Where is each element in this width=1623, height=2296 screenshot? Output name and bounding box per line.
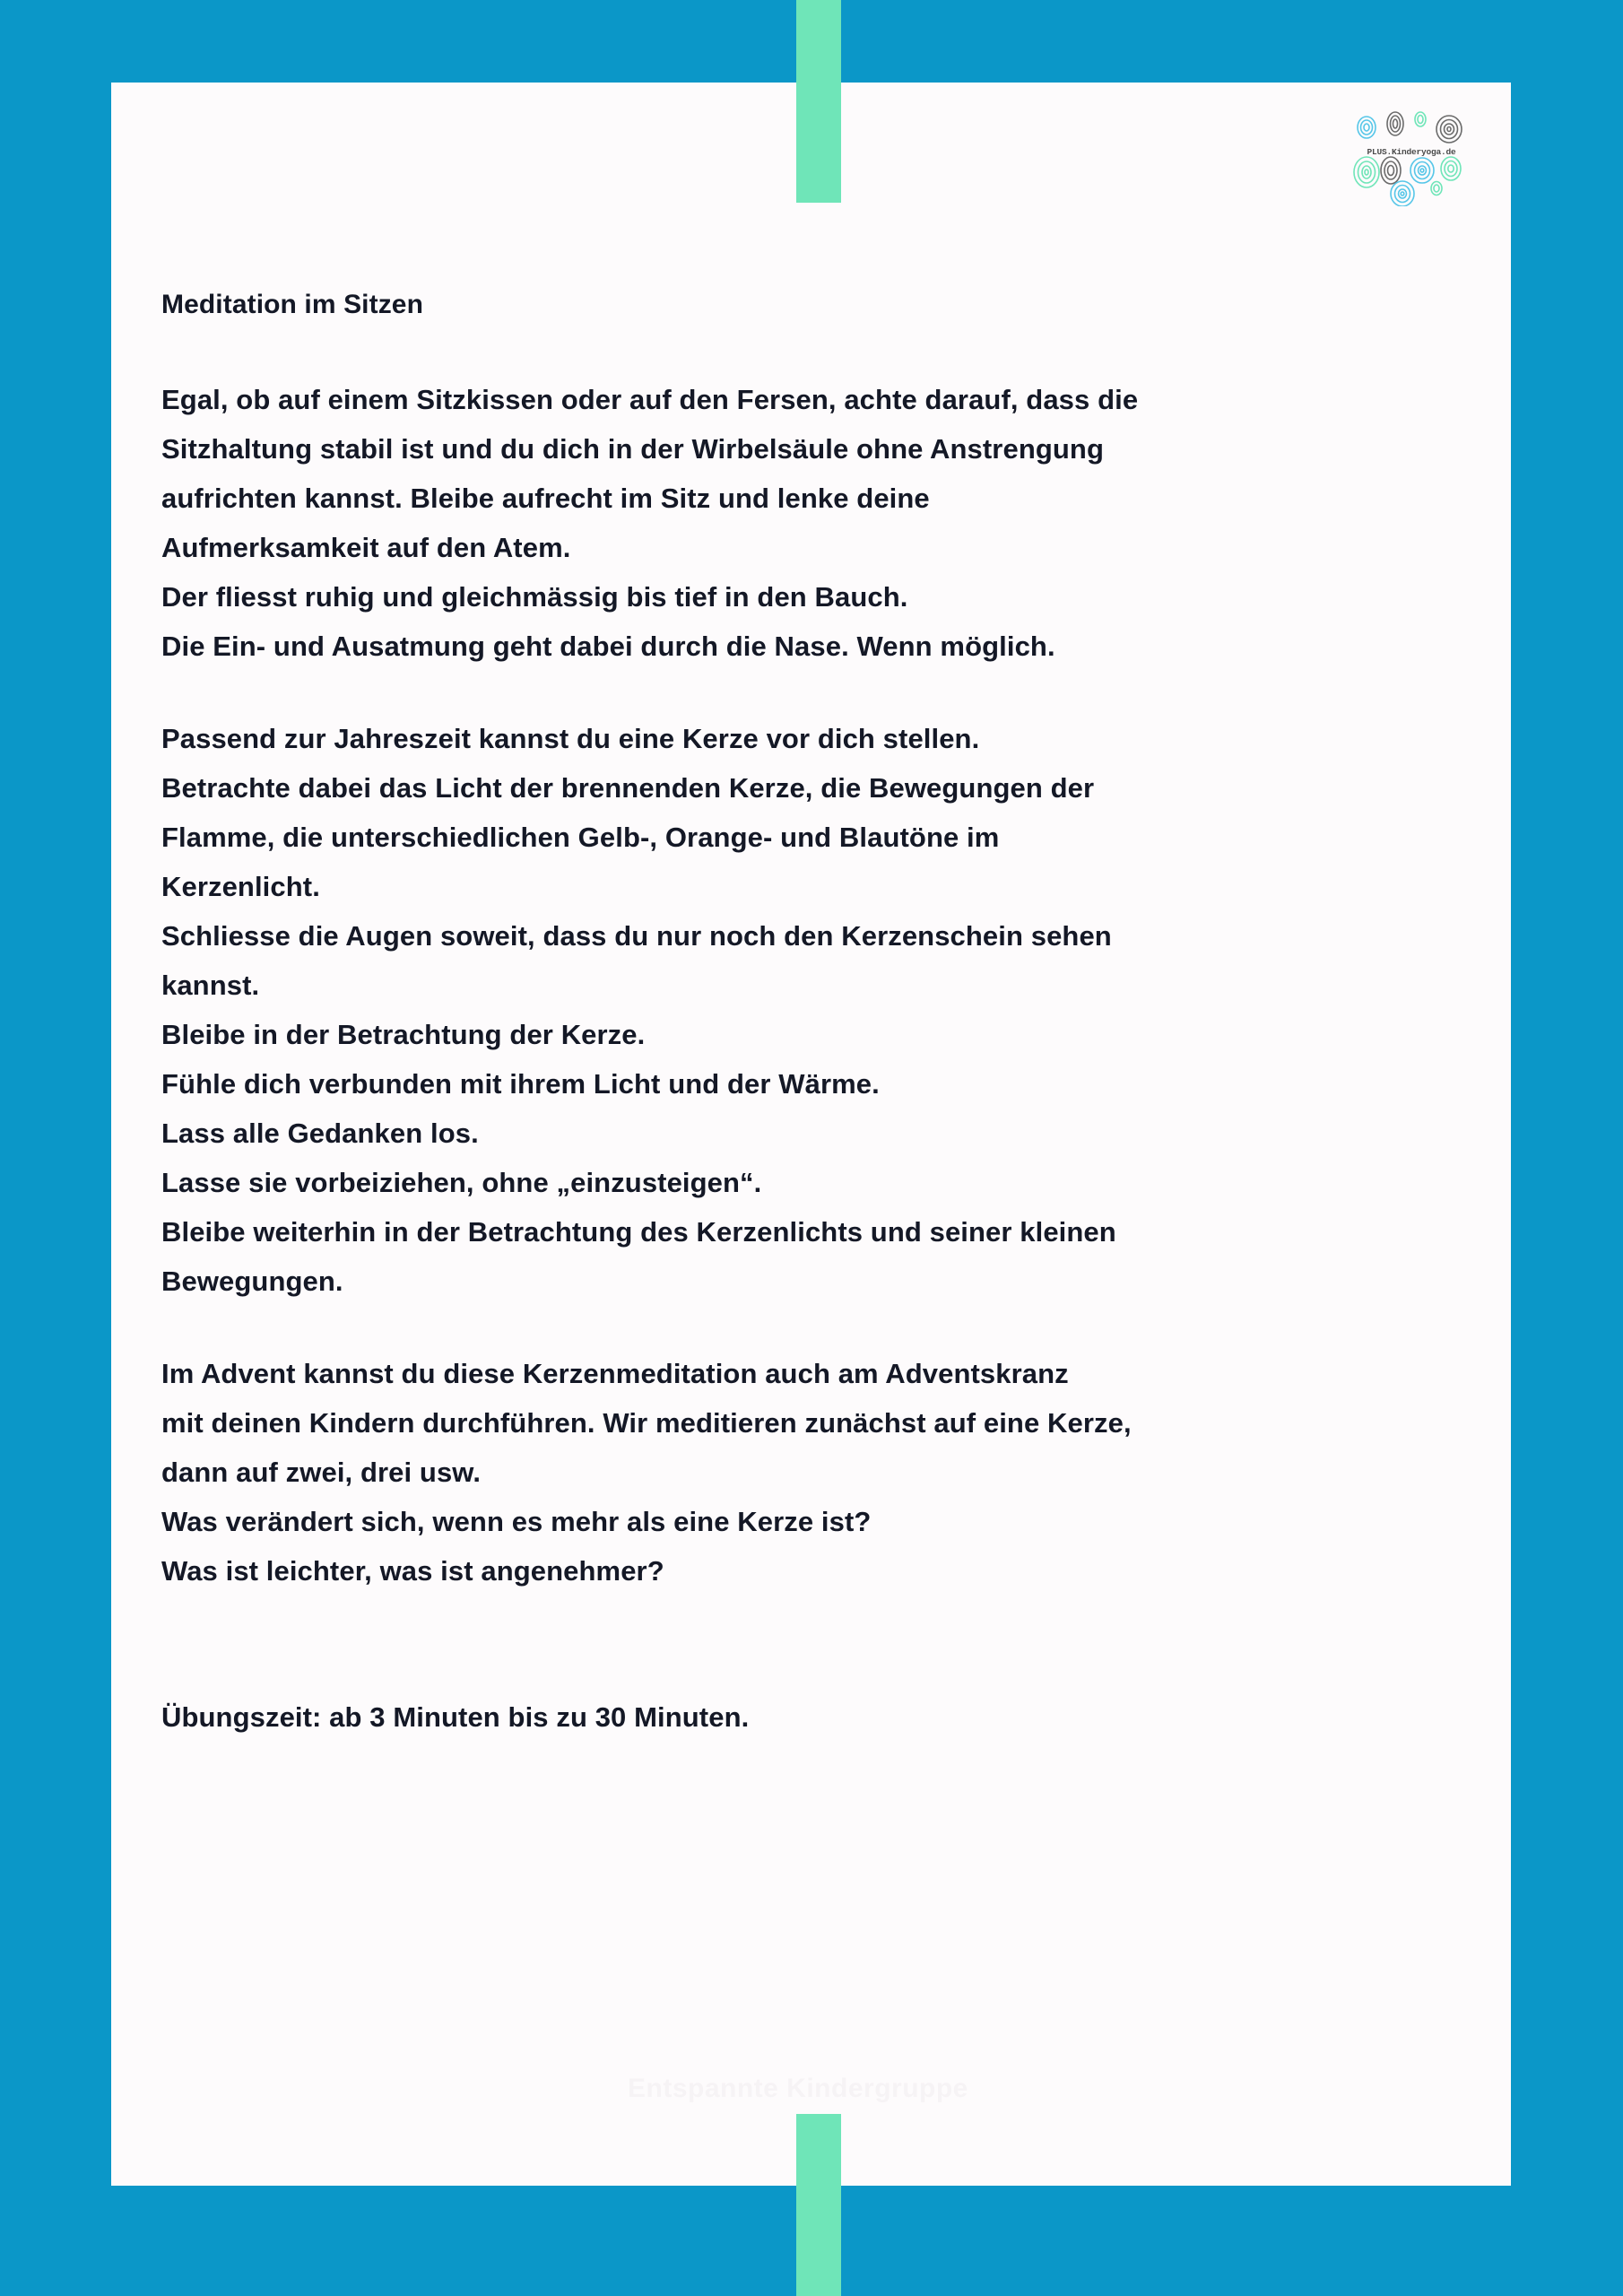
text-line: Betrachte dabei das Licht der brennenden Kerze, die Bewegungen der: [161, 772, 1095, 804]
paragraph-duration: [161, 1692, 1435, 1742]
text-line: Lass alle Gedanken los.: [161, 1118, 479, 1149]
text-line: Passend zur Jahreszeit kannst du eine Kerze vor dich stellen.: [161, 723, 980, 754]
text-line: mit deinen Kindern durchführen. Wir meditieren zunächst auf eine Kerze,: [161, 1407, 1132, 1439]
paragraph-candle: [161, 714, 1435, 1306]
text-line: Der fliesst ruhig und gleichmässig bis tief in den Bauch.: [161, 581, 908, 613]
document-body: [161, 285, 1435, 1742]
text-line: Flamme, die unterschiedlichen Gelb-, Orange- und Blautöne im: [161, 822, 1000, 853]
accent-bar-bottom: [796, 2114, 841, 2296]
text-line: Egal, ob auf einem Sitzkissen oder auf den Fersen, achte darauf, dass die: [161, 384, 1139, 415]
text-line: Im Advent kannst du diese Kerzenmeditation auch am Adventskranz: [161, 1358, 1069, 1389]
text-line: dann auf zwei, drei usw.: [161, 1457, 482, 1488]
plus-kinderyoga-logo: [1350, 106, 1472, 206]
text-line: aufrichten kannst. Bleibe aufrecht im Sitz und lenke deine: [161, 483, 930, 514]
text-line: Bleibe in der Betrachtung der Kerze.: [161, 1019, 646, 1050]
text-line: Was ist leichter, was ist angenehmer?: [161, 1555, 664, 1587]
text-line: kannst.: [161, 970, 260, 1001]
logo-wordmark: PLUS.Kinderyoga.de: [1367, 147, 1456, 157]
text-line: Kerzenlicht.: [161, 871, 320, 902]
text-line: Bleibe weiterhin in der Betrachtung des Kerzenlichts und seiner kleinen: [161, 1216, 1116, 1248]
text-line: Sitzhaltung stabil ist und du dich in der Wirbelsäule ohne Anstrengung: [161, 433, 1104, 465]
practice-duration: Übungszeit: ab 3 Minuten bis zu 30 Minuten.: [161, 1701, 750, 1733]
text-line: Lasse sie vorbeiziehen, ohne „einzusteigen“.: [161, 1167, 762, 1198]
text-line: Fühle dich verbunden mit ihrem Licht und der Wärme.: [161, 1068, 880, 1100]
text-line: Bewegungen.: [161, 1265, 343, 1297]
text-line: Aufmerksamkeit auf den Atem.: [161, 532, 571, 563]
paragraph-intro: [161, 375, 1435, 671]
text-line: Schliesse die Augen soweit, dass du nur noch den Kerzenschein sehen: [161, 920, 1112, 952]
text-line: Die Ein- und Ausatmung geht dabei durch die Nase. Wenn möglich.: [161, 631, 1055, 662]
page-title: Meditation im Sitzen: [161, 290, 424, 319]
accent-bar-top: [796, 0, 841, 203]
text-line: Was verändert sich, wenn es mehr als eine Kerze ist?: [161, 1506, 872, 1537]
paragraph-advent: [161, 1349, 1435, 1596]
